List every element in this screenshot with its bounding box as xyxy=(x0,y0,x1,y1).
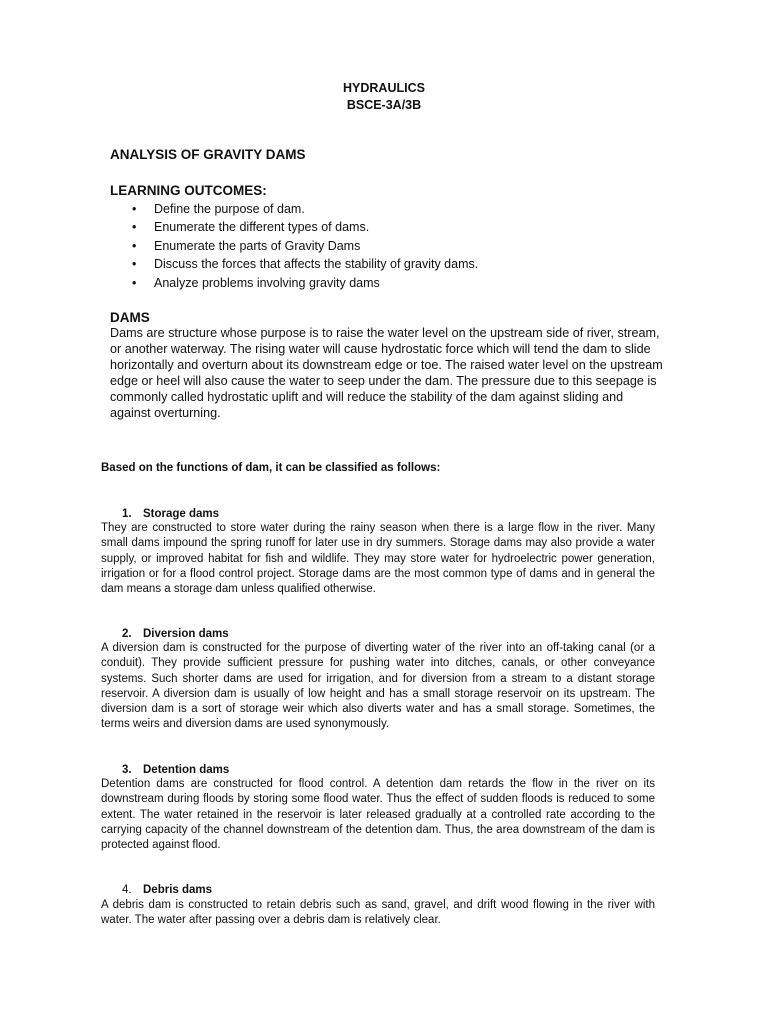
classification-intro: Based on the functions of dam, it can be classified as follows: xyxy=(101,462,441,474)
dams-heading: DAMS xyxy=(110,310,150,325)
section-title: Diversion dams xyxy=(143,628,229,640)
list-item xyxy=(130,218,690,236)
section-number: 2. xyxy=(122,628,132,640)
section-title: Storage dams xyxy=(143,508,220,520)
debris-dams-text: A debris dam is constructed to retain debris such as sand, gravel, and drift wood flowing in the river with water. The water after passing over a debris dam is relatively clear. xyxy=(101,899,655,927)
diversion-dams-heading xyxy=(122,627,229,642)
diversion-dams-text: A diversion dam is constructed for the purpose of diverting water of the river into an off-taking canal (or a conduit). They provide sufficient pressure for pushing water into ditches, canals, or other conveyance systems. Such shorter dams are used for irrigation, and for diversion from a stream to a distant storage reservoir. A diversion dam is usually of low height and has a small storage reservoir on its upstream. The diversion dam is a sort of storage weir which also diverts water and has a small storage. Sometimes, the terms weirs and diversion dams are used synonymously. xyxy=(101,642,655,731)
section-title: Detention dams xyxy=(143,764,230,776)
course-title: HYDRAULICS xyxy=(343,81,425,95)
bullet-icon: • xyxy=(132,275,137,290)
list-item-text: Discuss the forces that affects the stability of gravity dams. xyxy=(154,257,479,272)
section-title: Debris dams xyxy=(143,884,213,896)
learning-outcomes-heading: LEARNING OUTCOMES: xyxy=(110,183,267,198)
learning-outcomes-list xyxy=(130,200,690,292)
section-number: 3. xyxy=(122,764,132,776)
bullet-icon: • xyxy=(132,220,137,235)
list-item-text: Define the purpose of dam. xyxy=(154,202,305,216)
debris-dams-heading xyxy=(122,883,212,898)
section-number: 4. xyxy=(122,884,132,896)
storage-dams-text: They are constructed to store water during the rainy season when there is a large flow in the river. Many small dams impound the spring runoff for later use in dry summers. Storage dams may also provide a water supply, or improved habitat for fish and wildlife. They may store water for hydroelectric power generation, irrigation or for a flood control project. Storage dams are the most common type of dams and in general the dam means a storage dam unless qualified otherwise. xyxy=(101,522,655,595)
list-item-text: Enumerate the different types of dams. xyxy=(154,220,370,235)
dams-paragraph: Dams are structure whose purpose is to raise the water level on the upstream side of river, stream, or another waterway. The rising water will cause hydrostatic force which will tend the dam to slide horizontally and overturn about its downstream edge or toe. The raised water level on the upstream edge or heel will also cause the water to seep under the dam. The pressure due to this seepage is commonly called hydrostatic uplift and will reduce the stability of the dam against sliding and against overturning. xyxy=(110,326,663,420)
bullet-icon: • xyxy=(132,238,137,253)
bullet-icon: • xyxy=(132,202,137,216)
bullet-icon: • xyxy=(132,257,137,272)
list-item xyxy=(130,274,690,292)
detention-dams-heading xyxy=(122,763,229,778)
list-item-text: Enumerate the parts of Gravity Dams xyxy=(154,238,361,253)
section-number: 1. xyxy=(122,508,132,520)
list-item-text: Analyze problems involving gravity dams xyxy=(154,275,380,290)
document-title: ANALYSIS OF GRAVITY DAMS xyxy=(110,147,306,162)
course-section: BSCE-3A/3B xyxy=(346,98,422,112)
list-item xyxy=(130,200,690,218)
storage-dams-heading xyxy=(122,507,219,522)
detention-dams-text: Detention dams are constructed for flood control. A detention dam retards the flow in the river on its downstream during floods by storing some flood water. Thus the effect of sudden floods is reduced to some extent. The water retained in the reservoir is later released gradually at a controlled rate according to the carrying capacity of the channel downstream of the detention dam. Thus, the area downstream of the dam is protected against flood. xyxy=(101,778,655,851)
list-item xyxy=(130,237,690,255)
list-item xyxy=(130,255,690,273)
